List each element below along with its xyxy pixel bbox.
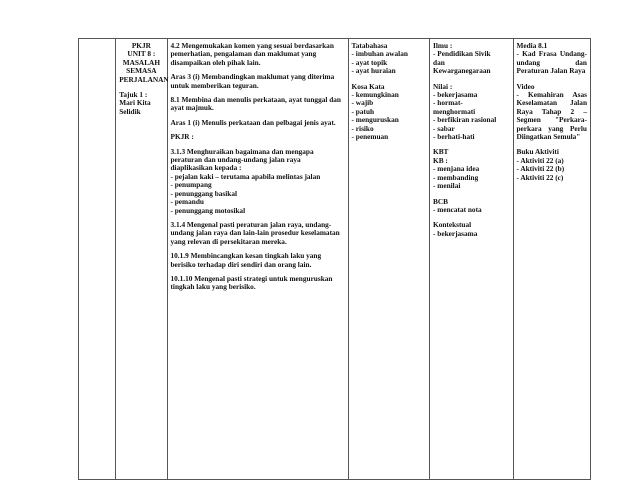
kontekstual-line: - bekerjasama [433, 228, 478, 238]
standard-item: 10.1.10 Mengenal pasti strategi untuk menguruskan tingkah laku yang berisiko. [170, 273, 333, 292]
tatabahasa-item: - ayat huraian [351, 66, 396, 76]
kosa-kata-title: Kosa Kata [351, 81, 385, 91]
standard-item: 8.1 Membina dan menulis perkataan, ayat tunggal dan ayat majmuk. [170, 95, 341, 113]
kosa-kata-item: - penemuan [351, 132, 389, 142]
kb-title: KB : [433, 155, 448, 165]
ilmu-cell [430, 39, 513, 480]
tatabahasa-item: - imbuhan awalan [351, 49, 408, 59]
table-row [79, 39, 591, 480]
kb-line: - menjana idea [433, 164, 480, 174]
unit-line: PKJR [131, 41, 151, 50]
ilmu-line: Kewarganegaraan [433, 66, 491, 76]
nilai-line: - sabar [433, 123, 455, 133]
media-text: - Kad Frasa Undang-undang dan Peraturan Jalan Raya [516, 49, 587, 76]
tatabahasa-cell [348, 39, 429, 480]
kontekstual-title: Kontekstual [433, 220, 472, 230]
tatabahasa-item: - ayat topik [351, 57, 388, 67]
standard-item: 4.2 Mengemukakan komen yang sesuai berdasarkan pemerhatian, pengalaman dan maklumat yang disampaikan oleh pihak lain. [170, 41, 334, 67]
nilai-line: - hormat- [433, 98, 463, 108]
standard-item: Aras 3 (i) Membandingkan maklumat yang diterima untuk memberikan teguran. [170, 72, 335, 90]
nilai-line: - berhati-hati [433, 132, 475, 142]
ilmu-line: - Pendidikan Sivik [433, 49, 491, 59]
unit-line: SEMASA [126, 66, 157, 76]
video-title: Video [516, 81, 535, 91]
kbt-title: KBT [433, 147, 449, 157]
media-title: Media 8.1 [516, 41, 548, 50]
kb-line: - membanding [433, 172, 479, 182]
unit-line: MASALAH [122, 57, 160, 67]
bcb-line: - mencatat nota [433, 204, 482, 214]
tatabahasa-title: Tatabahasa [351, 41, 388, 50]
standard-item: Aras 1 (i) Menulis perkataan dan pelbagai jenis ayat. [170, 117, 336, 127]
kosa-kata-item: - kemungkinan [351, 90, 399, 100]
lesson-plan-table [78, 38, 591, 480]
video-text: - Kemahiran Asas Keselamatan Jalan Raya Tahap 2 – Segmen "Perkara-perkara yang Perlu Diingatkan Semula" [516, 90, 587, 142]
ilmu-title: Ilmu : [433, 41, 453, 50]
standards-cell [167, 39, 348, 480]
unit-line: UNIT 8 : [127, 49, 156, 59]
ilmu-line: dan [433, 57, 445, 67]
unit-line: PERJALANAN [119, 74, 169, 84]
buku-aktiviti-item: - Aktiviti 22 (a) [516, 155, 564, 165]
pkjr-heading: PKJR : [170, 132, 194, 142]
nilai-line: menghormati [433, 106, 476, 116]
buku-aktiviti-title: Buku Aktiviti [516, 147, 559, 157]
kb-line: - menilai [433, 181, 461, 191]
kosa-kata-item: - patuh [351, 106, 375, 116]
blank-cell [79, 39, 116, 480]
nilai-line: - bekerjasama [433, 90, 478, 100]
bcb-title: BCB [433, 196, 449, 206]
standard-item: 10.1.9 Membincangkan kesan tingkah laku yang berisiko terhadap diri sendiri dan orang lain. [170, 251, 322, 269]
kosa-kata-item: - menguruskan [351, 115, 399, 125]
standard-item: 3.1.3 Menghuraikan bagaimana dan mengapa peraturan dan undang-undang jalan raya diaplikasikan kepada : - pejalan kaki – terutama apabila melintas jalan - penumpang - penunggang basikal - pemandu - penunggang motosikal [170, 146, 321, 215]
standard-item: 3.1.4 Mengenal pasti peraturan jalan raya, undang-undang jalan raya dan lain-lain prosedur keselamatan yang relevan di persekitaran mereka. [170, 219, 340, 246]
unit-heading [119, 41, 169, 84]
unit-cell [116, 39, 167, 480]
buku-aktiviti-item: - Aktiviti 22 (b) [516, 164, 565, 174]
kosa-kata-item: - risiko [351, 123, 374, 133]
kosa-kata-item: - wajib [351, 98, 374, 108]
tajuk-text: Tajuk 1 : Mari Kita Selidik [119, 90, 151, 116]
buku-aktiviti-item: - Aktiviti 22 (c) [516, 172, 564, 182]
nilai-line: - berfikiran rasional [433, 115, 497, 125]
nilai-title: Nilai : [433, 81, 453, 91]
media-cell [513, 39, 591, 480]
